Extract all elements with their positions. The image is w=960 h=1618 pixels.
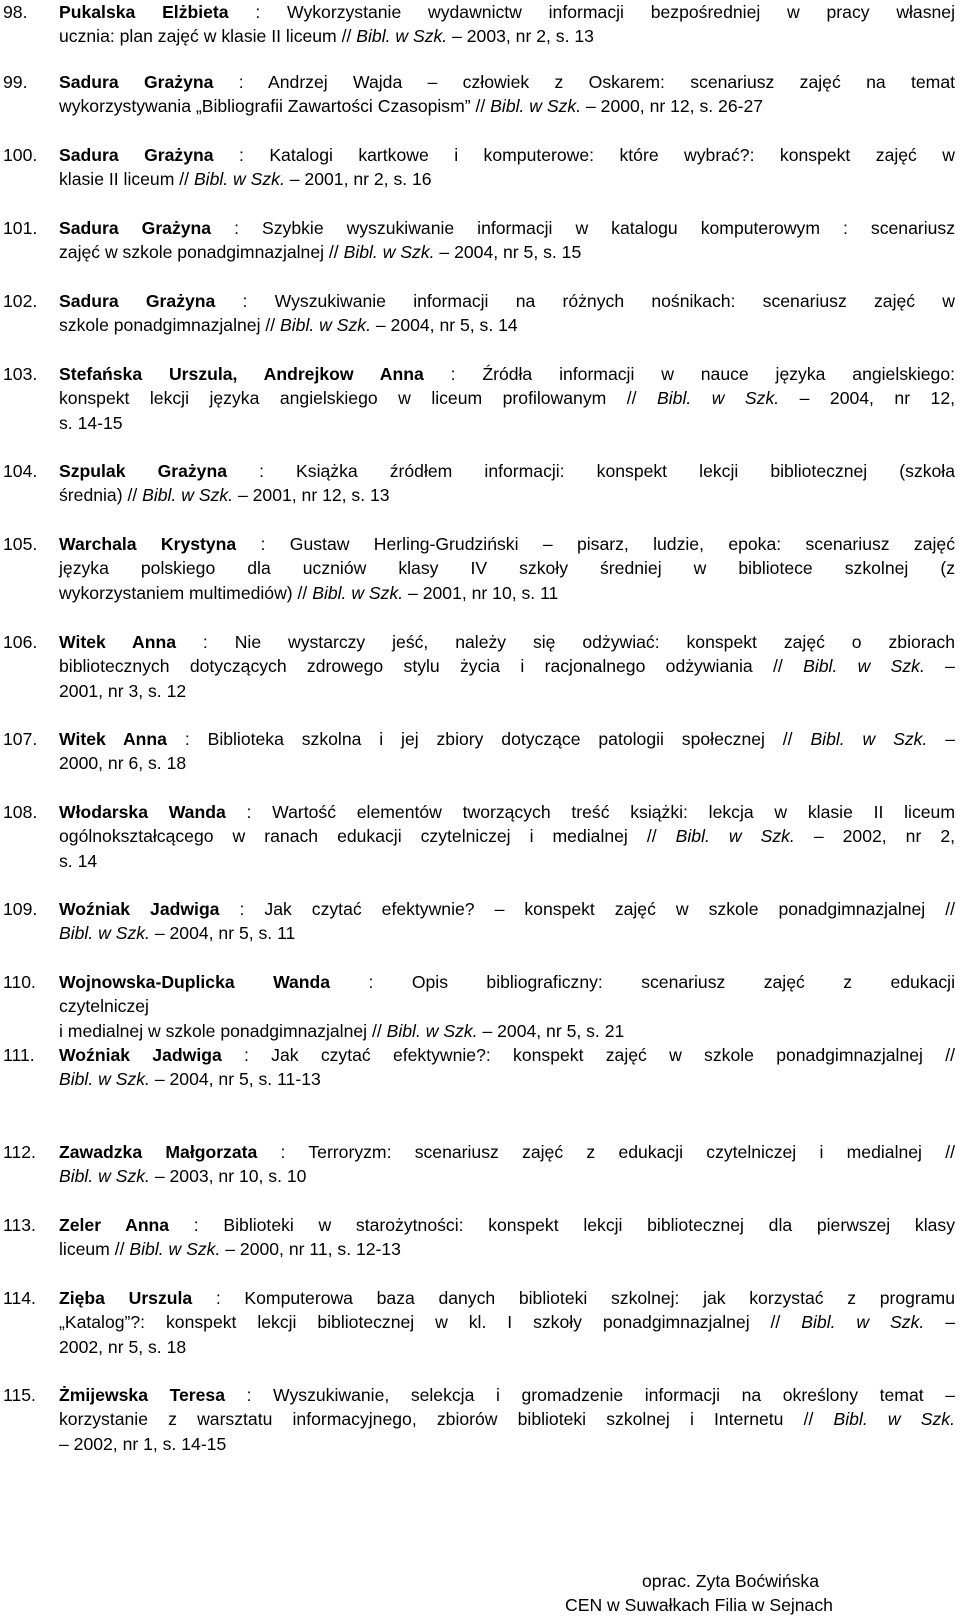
journal-title: Bibl. w Szk. (356, 26, 448, 47)
entry-number: 105. (3, 534, 38, 554)
bibliography-entry (0, 800, 955, 873)
entry-line (59, 532, 955, 556)
entry-text: zajęć w szkole ponadgimnazjalnej // (59, 242, 344, 263)
entry-citation: – (924, 1312, 955, 1333)
journal-title: Bibl. w Szk. (142, 485, 234, 506)
entry-text: wykorzystaniem multimediów) // (59, 582, 313, 603)
entry-line (59, 1019, 955, 1043)
entry-text: języka polskiego dla uczniów klasy IV szkoły średniej w bibliotece szkolnej (z (59, 558, 955, 579)
bibliography-entry (0, 727, 955, 776)
entry-text: : Gustaw Herling-Grudziński – pisarz, ludzie, epoka: scenariusz zajęć (236, 534, 955, 554)
journal-title: Bibl. w Szk. (59, 1069, 150, 1090)
entry-text: : Wykorzystanie wydawnictw informacji bezpośredniej w pracy własnej (228, 2, 955, 22)
entry-text: bibliotecznych dotyczących zdrowego stylu życia i racjonalnego odżywiania // (59, 656, 804, 677)
entry-citation: – 2001, nr 10, s. 11 (403, 582, 559, 603)
entry-line (59, 1140, 955, 1164)
journal-title: Bibl. w Szk. (801, 1312, 925, 1333)
entry-text: s. 14 (59, 850, 98, 871)
journal-title: Bibl. w Szk. (193, 169, 285, 190)
entry-line (59, 654, 955, 678)
bibliography-entry (0, 1043, 955, 1092)
entry-citation: – 2004, nr 12, (779, 388, 955, 409)
entry-line (59, 386, 955, 410)
entry-line (59, 1237, 955, 1261)
entry-text: ucznia: plan zajęć w klasie II liceum // (59, 26, 357, 47)
entry-text: : Biblioteka szkolna i jej zbiory dotyczące patologii społecznej // (166, 729, 811, 749)
entry-text: : Nie wystarczy jeść, należy się odżywiać: konspekt zajęć o zbiorach (176, 632, 955, 652)
journal-title: Bibl. w Szk. (810, 729, 928, 749)
entry-number: 102. (3, 291, 38, 311)
entry-citation: – 2004, nr 5, s. 11-13 (149, 1069, 321, 1090)
journal-title: Bibl. w Szk. (280, 315, 371, 336)
entry-line (59, 411, 955, 435)
bibliography-entry (0, 70, 955, 119)
entry-text: i medialnej w szkole ponadgimnazjalnej // (59, 1020, 387, 1041)
entry-author: Witek Anna (59, 729, 167, 749)
entry-line (59, 970, 955, 994)
bibliography-entry (0, 532, 955, 605)
bibliography-entry (0, 362, 955, 435)
entry-text: liceum // (59, 1239, 130, 1260)
entry-line (59, 556, 955, 580)
entry-author: Woźniak Jadwiga (59, 899, 220, 919)
entry-number: 103. (3, 364, 38, 384)
entry-line (59, 1043, 955, 1067)
entry-line (59, 94, 955, 118)
entry-author: Zeler Anna (59, 1215, 170, 1235)
entry-line (59, 70, 955, 94)
entry-number: 100. (3, 145, 38, 165)
entry-text: ogólnokształcącego w ranach edukacji czytelniczej i medialnej // (59, 826, 676, 847)
entry-citation: – 2001, nr 12, s. 13 (233, 485, 390, 506)
entry-line (59, 1286, 955, 1310)
entry-author: Woźniak Jadwiga (59, 1045, 222, 1065)
entry-line (59, 1432, 955, 1456)
entry-line (59, 800, 955, 824)
entry-line (59, 216, 955, 240)
entry-author: Zięba Urszula (59, 1288, 193, 1308)
entry-citation: – 2004, nr 5, s. 11 (149, 923, 296, 944)
entry-number: 115. (3, 1385, 36, 1405)
entry-author: Włodarska Wanda (59, 802, 226, 822)
journal-title: Bibl. w Szk. (386, 1020, 478, 1041)
entry-author: Warchala Krystyna (59, 534, 237, 554)
entry-text: : Jak czytać efektywnie?: konspekt zajęć w szkole ponadgimnazjalnej // (221, 1045, 955, 1065)
entry-text: wykorzystywania „Bibliografii Zawartości Czasopism” // (59, 96, 491, 117)
bibliography-entry (0, 1286, 955, 1359)
entry-text: : Wyszukiwanie informacji na różnych nośnikach: scenariusz zajęć w (215, 291, 955, 311)
entry-text: : Książka źródłem informacji: konspekt lekcji bibliotecznej (szkoła (227, 461, 955, 481)
entry-number: 107. (3, 729, 38, 749)
entry-line (59, 143, 955, 167)
entry-line (59, 1067, 955, 1091)
compiler-credit: oprac. Zyta Boćwińska (642, 1571, 819, 1591)
entry-line (59, 313, 955, 337)
entry-citation: – 2000, nr 11, s. 12-13 (220, 1239, 401, 1260)
institution-name: CEN w Suwałkach Filia w Sejnach (565, 1595, 833, 1616)
entry-line (59, 727, 955, 751)
entry-text: 2000, nr 6, s. 18 (59, 753, 187, 774)
journal-title: Bibl. w Szk. (129, 1239, 221, 1260)
footer-signature (560, 1569, 950, 1618)
entry-author: Zawadzka Małgorzata (59, 1142, 258, 1162)
entry-line (59, 1383, 955, 1407)
entry-text: : Terroryzm: scenariusz zajęć z edukacji czytelniczej i medialnej // (257, 1142, 955, 1162)
entry-text: – 2002, nr 1, s. 14-15 (59, 1433, 227, 1454)
journal-title: Bibl. w Szk. (657, 388, 780, 409)
bibliography-entry (0, 459, 955, 508)
entry-line (59, 1213, 955, 1237)
entry-text: s. 14-15 (59, 412, 123, 433)
entry-number: 111. (3, 1045, 35, 1065)
entry-text: średnia) // (59, 485, 143, 506)
entry-line (59, 630, 955, 654)
entry-number: 104. (3, 461, 38, 481)
entry-text: konspekt lekcji języka angielskiego w liceum profilowanym // (59, 388, 658, 409)
entry-line (59, 849, 955, 873)
entry-number: 110. (3, 972, 36, 992)
bibliography-entry (0, 1383, 955, 1456)
bibliography-entry (0, 970, 955, 1043)
entry-author: Sadura Grażyna (59, 72, 214, 92)
entry-line (59, 289, 955, 313)
entry-author: Szpulak Grażyna (59, 461, 227, 481)
entry-text: : Źródła informacji w nauce języka angielskiego: (423, 364, 955, 384)
entry-line (59, 362, 955, 386)
journal-title: Bibl. w Szk. (59, 923, 150, 944)
bibliography-entry (0, 630, 955, 703)
entry-line (59, 824, 955, 848)
entry-line (59, 679, 955, 703)
entry-author: Wojnowska-Duplicka Wanda (59, 972, 331, 992)
entry-number: 112. (3, 1142, 36, 1162)
entry-citation: – 2001, nr 2, s. 16 (284, 169, 432, 190)
entry-line (59, 459, 955, 483)
entry-line (59, 167, 955, 191)
entry-line (59, 897, 955, 921)
entry-text: : Wyszukiwanie, selekcja i gromadzenie informacji na określony temat – (225, 1385, 955, 1405)
entry-author: Sadura Grażyna (59, 145, 214, 165)
journal-title: Bibl. w Szk. (833, 1409, 955, 1430)
entry-line (59, 751, 955, 775)
entry-number: 108. (3, 802, 38, 822)
entry-text: : Szybkie wyszukiwanie informacji w katalogu komputerowym : scenariusz (211, 218, 955, 238)
entry-number: 113. (3, 1215, 36, 1235)
journal-title: Bibl. w Szk. (490, 96, 582, 117)
bibliography-entry (0, 0, 955, 49)
entry-number: 106. (3, 632, 38, 652)
entry-author: Pukalska Elżbieta (59, 2, 229, 22)
entry-author: Sadura Grażyna (59, 218, 212, 238)
entry-line (59, 921, 955, 945)
journal-title: Bibl. w Szk. (343, 242, 435, 263)
entry-line (59, 1335, 955, 1359)
entry-line (59, 1310, 955, 1334)
entry-text: „Katalog”?: konspekt lekcji bibliotecznej w kl. I szkoły ponadgimnazjalnej // (59, 1312, 802, 1333)
entry-text: 2002, nr 5, s. 18 (59, 1336, 187, 1357)
entry-line (59, 1164, 955, 1188)
entry-author: Witek Anna (59, 632, 177, 652)
entry-line (59, 1407, 955, 1431)
entry-text: : Biblioteki w starożytności: konspekt lekcji bibliotecznej dla pierwszej klasy (169, 1215, 955, 1235)
entry-citation: – 2000, nr 12, s. 26-27 (581, 96, 764, 117)
entry-citation: – (927, 729, 955, 749)
bibliography-entry (0, 216, 955, 265)
entry-line (59, 0, 955, 24)
entry-text: : Katalogi kartkowe i komputerowe: które wybrać?: konspekt zajęć w (213, 145, 955, 165)
bibliography-entry (0, 1140, 955, 1189)
entry-author: Sadura Grażyna (59, 291, 216, 311)
journal-title: Bibl. w Szk. (312, 582, 404, 603)
entry-citation: – 2003, nr 10, s. 10 (149, 1166, 307, 1187)
entry-text: : Wartość elementów tworzących treść książki: lekcja w klasie II liceum (225, 802, 955, 822)
entry-number: 109. (3, 899, 38, 919)
entry-author: Stefańska Urszula, Andrejkow Anna (59, 364, 424, 384)
entry-text: : Jak czytać efektywnie? – konspekt zajęć w szkole ponadgimnazjalnej // (219, 899, 955, 919)
entry-text: klasie II liceum // (59, 169, 194, 190)
entry-line (59, 24, 955, 48)
entry-line (59, 581, 955, 605)
entry-citation: – (924, 656, 955, 677)
entry-text: szkole ponadgimnazjalnej // (59, 315, 281, 336)
entry-text: : Komputerowa baza danych biblioteki szkolnej: jak korzystać z programu (192, 1288, 955, 1308)
bibliography-entry (0, 289, 955, 338)
entry-text: 2001, nr 3, s. 12 (59, 680, 187, 701)
entry-line (59, 483, 955, 507)
entry-citation: – 2004, nr 5, s. 21 (477, 1020, 625, 1041)
journal-title: Bibl. w Szk. (803, 656, 925, 677)
entry-text: : Andrzej Wajda – człowiek z Oskarem: scenariusz zajęć na temat (213, 72, 955, 92)
entry-text: : Opis bibliograficzny: scenariusz zajęć z edukacji (330, 972, 955, 992)
entry-line (59, 994, 955, 1018)
entry-citation: – 2002, nr 2, (794, 826, 955, 847)
entry-citation: – 2004, nr 5, s. 15 (434, 242, 582, 263)
bibliography-entry (0, 1213, 955, 1262)
entry-line (59, 240, 955, 264)
journal-title: Bibl. w Szk. (59, 1166, 150, 1187)
entry-citation: – 2003, nr 2, s. 13 (447, 26, 594, 47)
entry-text: czytelniczej (59, 996, 149, 1017)
entry-number: 114. (3, 1288, 36, 1308)
entry-number: 98. (3, 2, 28, 22)
entry-number: 101. (3, 218, 38, 238)
entry-text: korzystanie z warsztatu informacyjnego, zbiorów biblioteki szkolnej i Internetu // (59, 1409, 834, 1430)
bibliography-entry (0, 897, 955, 946)
journal-title: Bibl. w Szk. (675, 826, 795, 847)
entry-number: 99. (3, 72, 28, 92)
bibliography-entry (0, 143, 955, 192)
entry-author: Żmijewska Teresa (59, 1385, 225, 1405)
entry-citation: – 2004, nr 5, s. 14 (370, 315, 518, 336)
